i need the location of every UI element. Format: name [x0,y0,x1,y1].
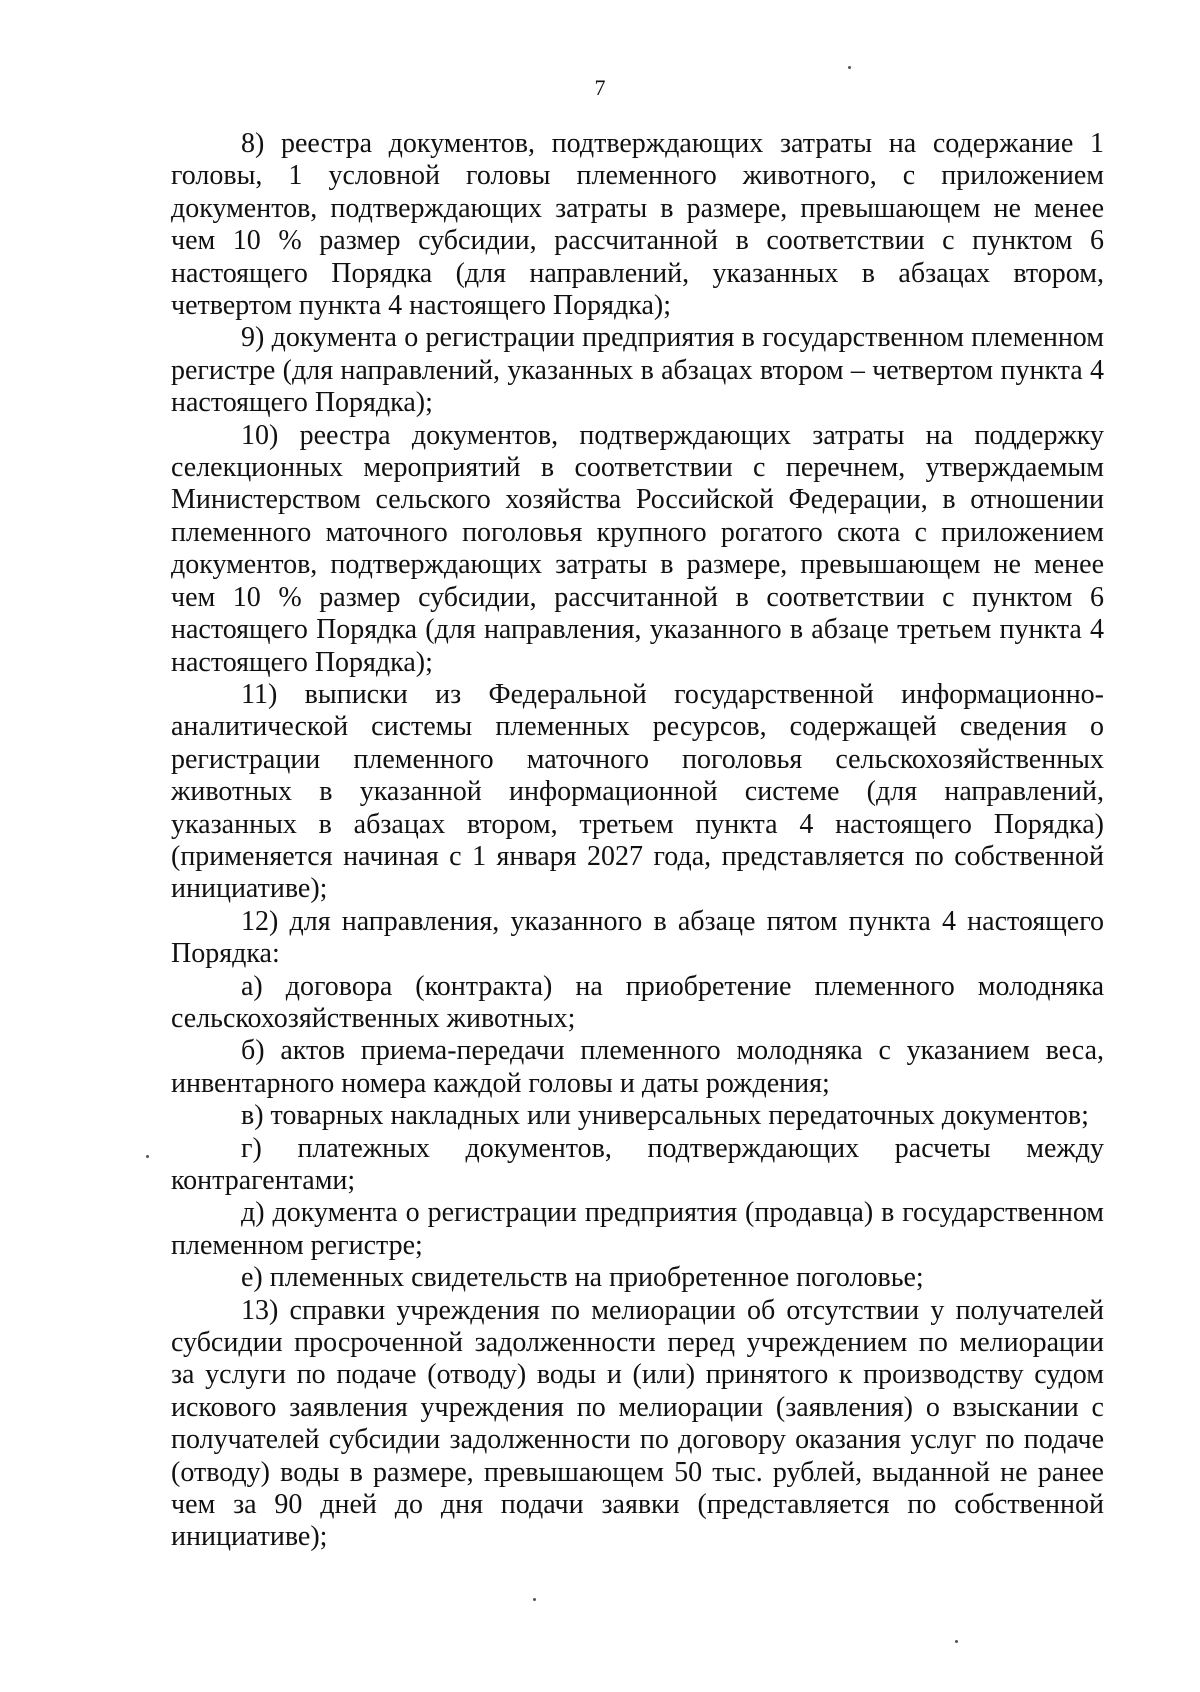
list-item-12: 12) для направления, указанного в абзаце пятом пункта 4 настоящего Порядка: [171,905,1104,970]
list-item-13: 13) справки учреждения по мелиорации об отсутствии у получателей субсидии просроченной задолженности перед учреждением по мелиорации за услуги по подаче (отводу) воды и (или) принятого к производству судом искового заявления учреждения по мелиорации (заявления) о взыскании с получателей субсидии задолженности по договору оказания услуг по подаче (отводу) воды в размере, превышающем 50 тыс. рублей, выданной не ранее чем за 90 дней до дня подачи заявки (представляется по собственной инициативе); [171,1294,1104,1553]
page-number: 7 [594,75,606,100]
scan-speck [955,1640,958,1643]
sub-item-v: в) товарных накладных или универсальных передаточных документов; [241,1100,1089,1132]
sub-item-g: г) платежных документов, подтверждающих расчеты между контрагентами; [171,1132,1104,1196]
sub-item-a: а) договора (контракта) на приобретение племенного молодняка сельскохозяйственных животных; [171,970,1104,1034]
scan-speck [146,1155,149,1158]
sub-item-b: б) актов приема-передачи племенного молодняка с указанием веса, инвентарного номера каждой головы и даты рождения; [171,1035,1104,1099]
scan-speck [533,1598,536,1601]
sub-item-e: е) племенных свидетельств на приобретенное поголовье; [241,1262,924,1294]
list-item-10: 10) реестра документов, подтверждающих затраты на поддержку селекционных мероприятий в соответствии с перечнем, утверждаемым Министерством сельского хозяйства Российской Федерации, в отношении племенного маточного поголовья крупного рогатого скота с приложением документов, подтверждающих затраты в размере, превышающем не менее чем 10 % размер субсидии, рассчитанной в соответствии с пунктом 6 настоящего Порядка (для направления, указанного в абзаце третьем пункта 4 настоящего Порядка); [171,419,1104,678]
sub-item-d: д) документа о регистрации предприятия (продавца) в государственном племенном регистре; [171,1197,1104,1261]
list-item-9: 9) документа о регистрации предприятия в государственном племенном регистре (для направлений, указанных в абзацах втором – четвертом пункта 4 настоящего Порядка); [171,322,1104,419]
list-item-8: 8) реестра документов, подтверждающих затраты на содержание 1 головы, 1 условной головы племенного животного, с приложением документов, подтверждающих затраты в размере, превышающем не менее чем 10 % размер субсидии, рассчитанной в соответствии с пунктом 6 настоящего Порядка (для направлений, указанных в абзацах втором, четвертом пункта 4 настоящего Порядка); [171,128,1104,322]
list-item-11: 11) выписки из Федеральной государственной информационно-аналитической системы племенных ресурсов, содержащей сведения о регистрации племенного маточного поголовья сельскохозяйственных животных в указанной информационной системе (для направлений, указанных в абзацах втором, третьем пункта 4 настоящего Порядка) (применяется начиная с 1 января 2027 года, представляется по собственной инициативе); [171,678,1104,905]
document-body [171,128,1104,1554]
scan-speck [848,66,851,69]
